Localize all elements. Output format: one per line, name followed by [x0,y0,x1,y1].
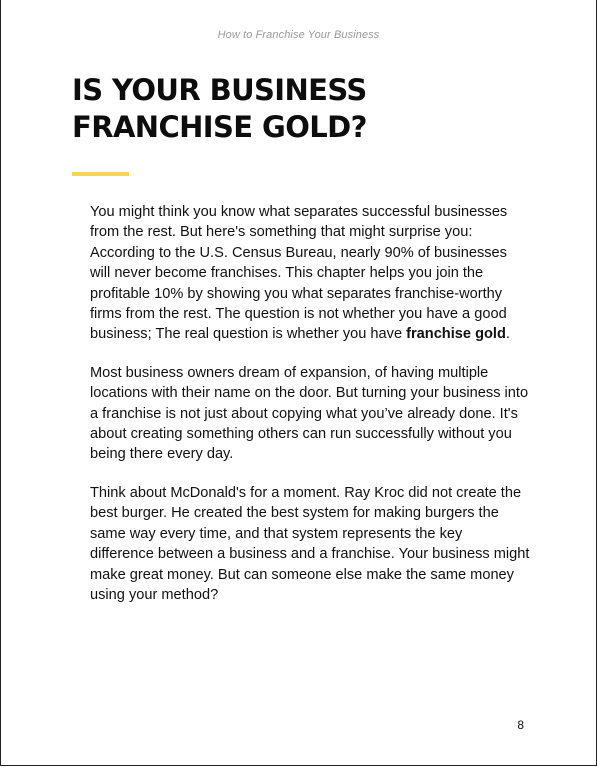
paragraph-3: Think about McDonald's for a moment. Ray Kroc did not create the best burger. He created the best system for making burgers the same way every time, and that system represents the key difference between a business and a franchise. Your business might make great money. But can someone else make the same money using your method? [90,484,530,603]
page-number: 8 [517,718,524,732]
franchise-gold-emphasis: franchise gold [406,326,506,343]
paragraph-1-text: You might think you know what separates successful businesses from the rest. But here's something that might surprise you: According to the U.S. Census Bureau, nearly 90% of businesses will never become franchises. This chapter helps you join the profitable 10% by showing you what separates franchise-worthy firms from the rest. The question is not whether you have a good business; The real question is whether you have [90,204,508,343]
chapter-title: IS YOUR BUSINESS FRANCHISE GOLD? [72,73,367,144]
title-accent-rule [72,172,129,176]
paragraph-2: Most business owners dream of expansion, of having multiple locations with their name on the door. But turning your business into a franchise is not just about copying what you’ve already done. It's about creating something others can run successfully without you being there every day. [90,364,529,463]
paragraph-1-end: . [505,326,510,343]
body-text [90,202,530,623]
running-header: How to Franchise Your Business [217,29,380,41]
paragraph-1 [90,202,530,345]
